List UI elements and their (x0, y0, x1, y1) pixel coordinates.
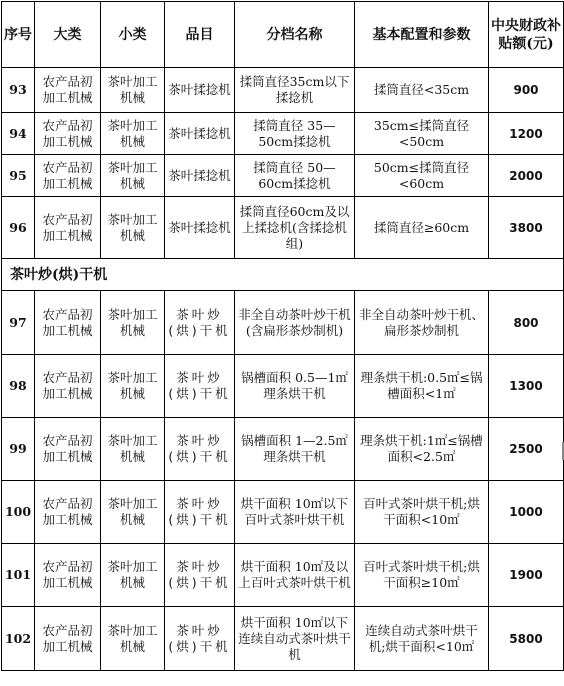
header-subsidy: 中央财政补贴额(元) (489, 2, 564, 68)
row-category: 农产品初加工机械 (35, 544, 101, 607)
header-grade: 分档名称 (235, 2, 355, 68)
row-grade: 锅槽面积 0.5—1㎡理条烘干机 (235, 355, 355, 418)
row-category: 农产品初加工机械 (35, 607, 101, 671)
table-row (2, 481, 564, 544)
row-item: 茶叶揉捻机 (165, 68, 235, 113)
table-row (2, 68, 564, 113)
table-header-row (2, 2, 564, 68)
row-config: 百叶式茶叶烘干机;烘干面积≥10㎡ (355, 544, 489, 607)
header-config: 基本配置和参数 (355, 2, 489, 68)
row-item: 茶叶揉捻机 (165, 155, 235, 197)
row-grade: 烘干面积 10㎡以下连续自动式茶叶烘干机 (235, 607, 355, 671)
row-subsidy: 1900 (489, 544, 564, 607)
row-subcategory: 茶叶加工机械 (101, 607, 165, 671)
row-subcategory: 茶叶加工机械 (101, 68, 165, 113)
row-no: 99 (2, 418, 35, 481)
row-config: 理条烘干机:0.5㎡≤锅槽面积<1㎡ (355, 355, 489, 418)
table-row (2, 607, 564, 671)
row-item: 茶叶炒(烘)干机 (165, 355, 235, 418)
row-no: 102 (2, 607, 35, 671)
row-category: 农产品初加工机械 (35, 291, 101, 355)
row-subsidy: 2000 (489, 155, 564, 197)
subsidy-table (1, 1, 564, 671)
row-item: 茶叶炒(烘)干机 (165, 607, 235, 671)
row-subcategory: 茶叶加工机械 (101, 418, 165, 481)
row-config: 连续自动式茶叶烘干机;烘干面积<10㎡ (355, 607, 489, 671)
table-row (2, 155, 564, 197)
table-row (2, 418, 564, 481)
row-category: 农产品初加工机械 (35, 68, 101, 113)
row-subcategory: 茶叶加工机械 (101, 291, 165, 355)
row-no: 96 (2, 197, 35, 259)
row-item: 茶叶炒(烘)干机 (165, 544, 235, 607)
row-subsidy: 800 (489, 291, 564, 355)
row-category: 农产品初加工机械 (35, 355, 101, 418)
row-category: 农产品初加工机械 (35, 418, 101, 481)
row-item: 茶叶炒(烘)干机 (165, 418, 235, 481)
row-subcategory: 茶叶加工机械 (101, 544, 165, 607)
row-category: 农产品初加工机械 (35, 113, 101, 155)
row-grade: 揉筒直径60cm及以上揉捻机(含揉捻机组) (235, 197, 355, 259)
row-no: 98 (2, 355, 35, 418)
row-item: 茶叶炒(烘)干机 (165, 291, 235, 355)
row-category: 农产品初加工机械 (35, 481, 101, 544)
row-grade: 烘干面积 10㎡及以上百叶式茶叶烘干机 (235, 544, 355, 607)
row-no: 101 (2, 544, 35, 607)
row-subsidy: 1200 (489, 113, 564, 155)
row-grade: 烘干面积 10㎡以下百叶式茶叶烘干机 (235, 481, 355, 544)
row-config: 揉筒直径<35cm (355, 68, 489, 113)
row-subcategory: 茶叶加工机械 (101, 197, 165, 259)
row-config: 35cm≤揉筒直径<50cm (355, 113, 489, 155)
row-subsidy: 3800 (489, 197, 564, 259)
row-subsidy: 2500 (489, 418, 564, 481)
row-grade: 揉筒直径35cm以下揉捻机 (235, 68, 355, 113)
row-config: 非全自动茶叶炒干机、扁形茶炒制机 (355, 291, 489, 355)
row-no: 97 (2, 291, 35, 355)
row-no: 95 (2, 155, 35, 197)
row-subsidy: 5800 (489, 607, 564, 671)
row-item: 茶叶揉捻机 (165, 113, 235, 155)
header-subcategory: 小类 (101, 2, 165, 68)
row-subsidy: 900 (489, 68, 564, 113)
row-config: 50cm≤揉筒直径<60cm (355, 155, 489, 197)
row-grade: 非全自动茶叶炒干机(含扁形茶炒制机) (235, 291, 355, 355)
row-item: 茶叶炒(烘)干机 (165, 481, 235, 544)
row-category: 农产品初加工机械 (35, 155, 101, 197)
table-row (2, 544, 564, 607)
row-grade: 揉筒直径 50—60cm揉捻机 (235, 155, 355, 197)
header-no: 序号 (2, 2, 35, 68)
header-category: 大类 (35, 2, 101, 68)
table-row (2, 113, 564, 155)
row-no: 93 (2, 68, 35, 113)
row-no: 94 (2, 113, 35, 155)
row-subsidy: 1300 (489, 355, 564, 418)
row-grade: 揉筒直径 35—50cm揉捻机 (235, 113, 355, 155)
row-grade: 锅槽面积 1—2.5㎡理条烘干机 (235, 418, 355, 481)
section-title: 茶叶炒(烘)干机 (2, 259, 564, 291)
table-row (2, 291, 564, 355)
row-subcategory: 茶叶加工机械 (101, 155, 165, 197)
row-subcategory: 茶叶加工机械 (101, 481, 165, 544)
row-config: 百叶式茶叶烘干机;烘干面积<10㎡ (355, 481, 489, 544)
row-subcategory: 茶叶加工机械 (101, 355, 165, 418)
row-config: 揉筒直径≥60cm (355, 197, 489, 259)
row-no: 100 (2, 481, 35, 544)
section-row (2, 259, 564, 291)
row-category: 农产品初加工机械 (35, 197, 101, 259)
header-item: 品目 (165, 2, 235, 68)
table-row (2, 355, 564, 418)
row-subcategory: 茶叶加工机械 (101, 113, 165, 155)
row-item: 茶叶揉捻机 (165, 197, 235, 259)
row-config: 理条烘干机:1㎡≤锅槽面积<2.5㎡ (355, 418, 489, 481)
row-subsidy: 1000 (489, 481, 564, 544)
table-row (2, 197, 564, 259)
